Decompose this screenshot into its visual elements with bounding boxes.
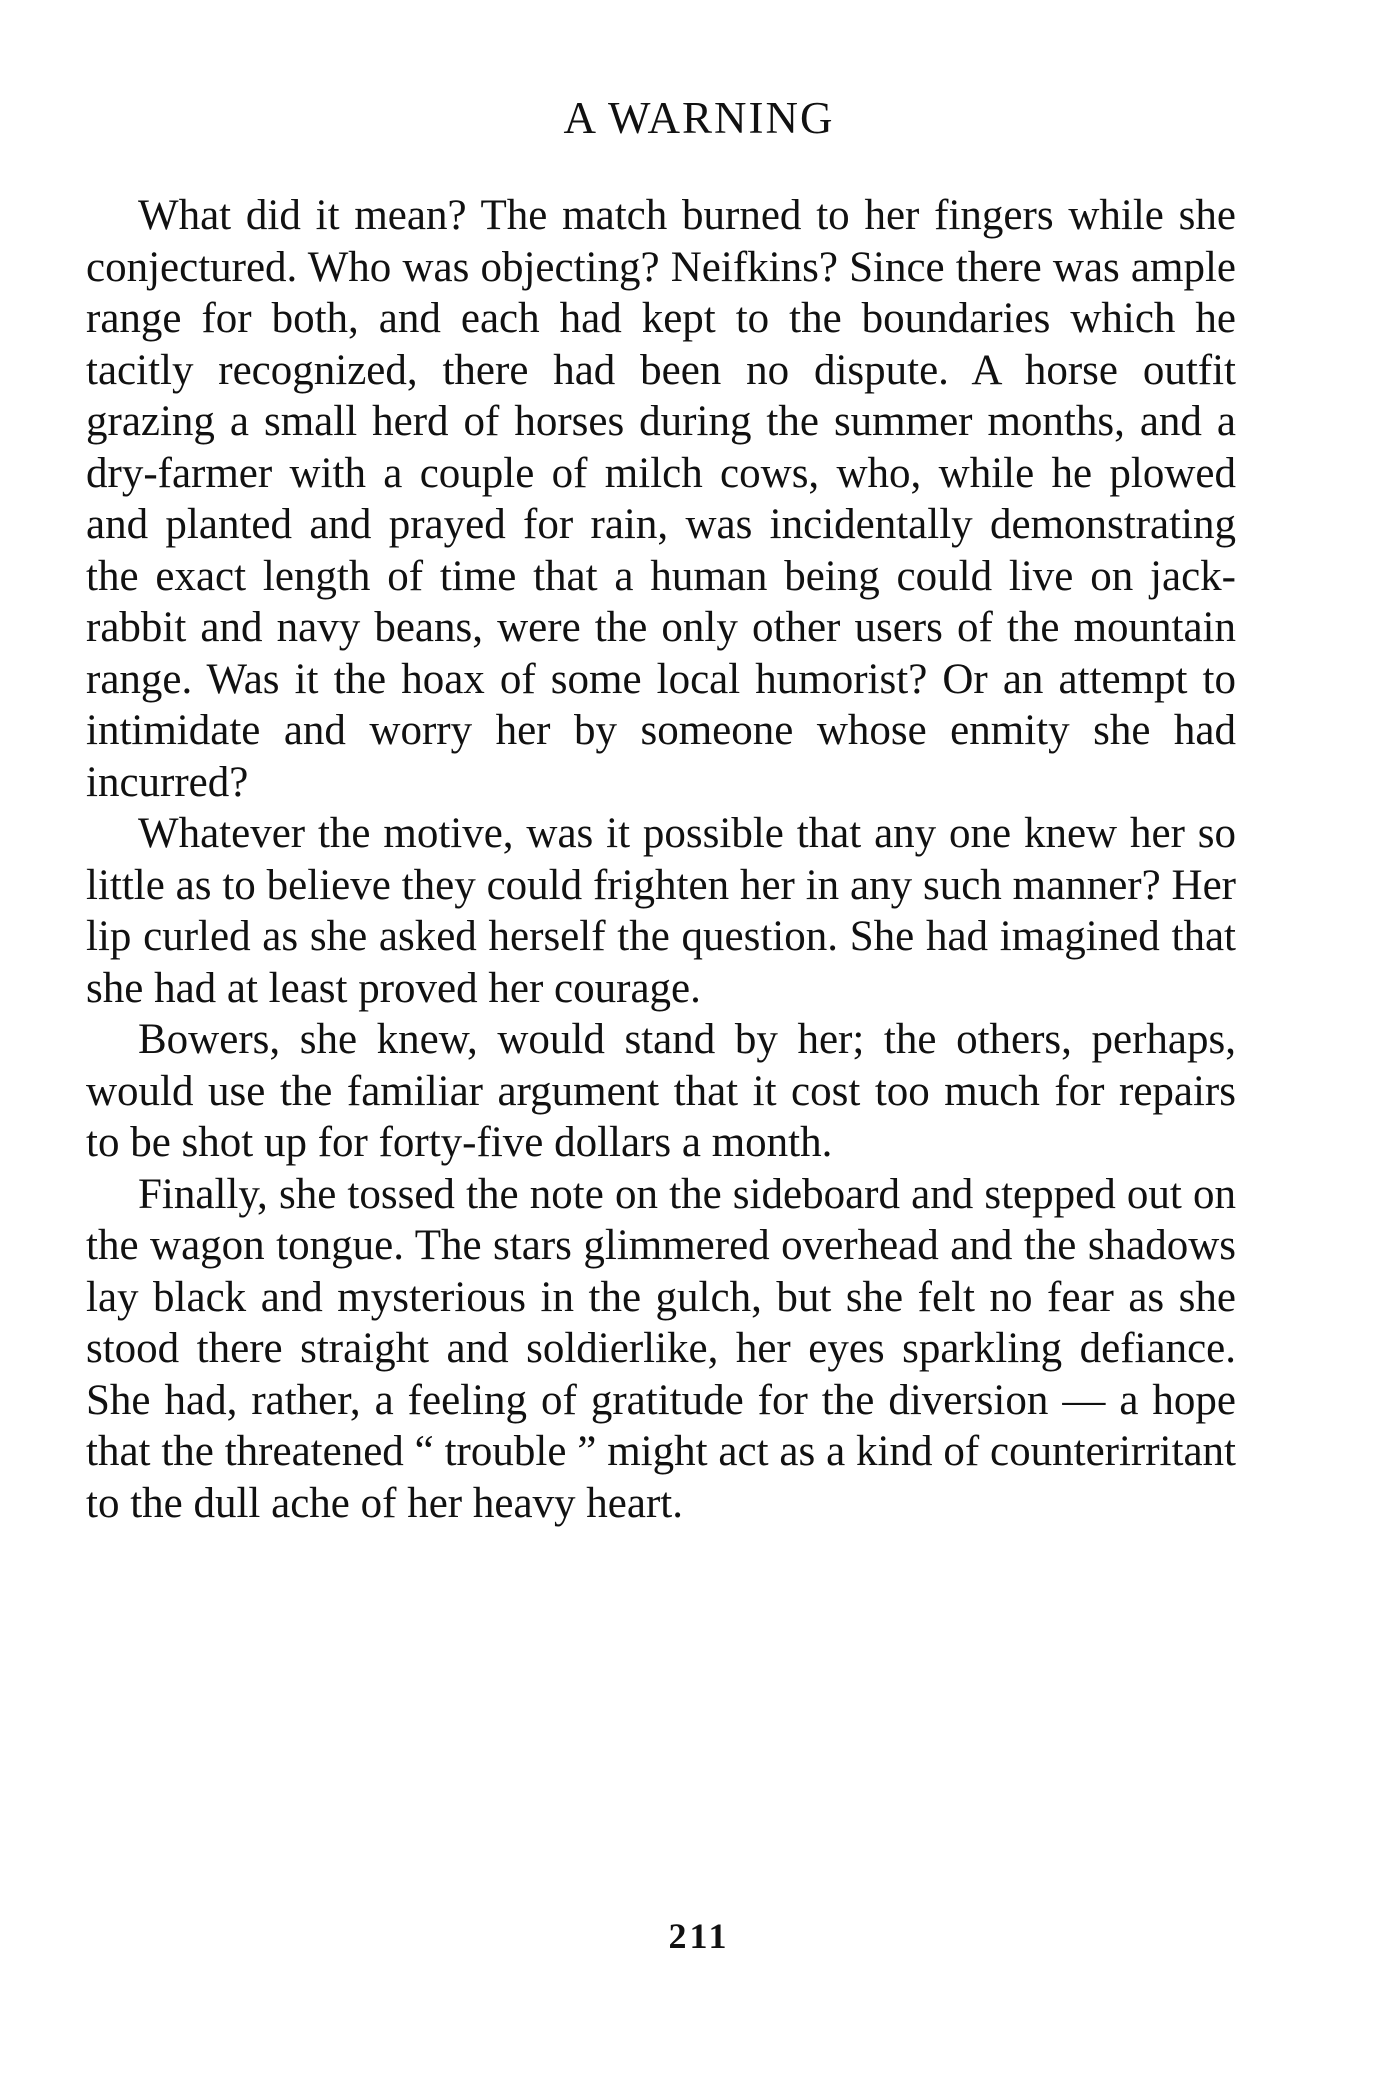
paragraph-3: Bowers, she knew, would stand by her; the others, perhaps, would use the familiar argument that it cost too much for repairs to be shot up for forty-five dollars a month. (86, 1016, 1236, 1166)
paragraph-2: Whatever the motive, was it possible that any one knew her so little as to believe they could frighten her in any such manner? Her lip curled as she asked herself the question. She had imagined that she had at least proved her courage. (86, 810, 1236, 1012)
page-number: 211 (668, 1916, 730, 1956)
paragraph-1: What did it mean? The match burned to her fingers while she conjectured. Who was objecting? Neifkins? Since there was ample range for both, and each had kept to the boundaries which he tacitly recognized, there had been no dispute. A horse outfit grazing a small herd of horses during the summer months, and a dry-farmer with a couple of milch cows, who, while he plowed and planted and prayed for rain, was incidentally demonstrating the exact length of time that a human being could live on jack-rabbit and navy beans, were the only other users of the mountain range. Was it the hoax of some local humorist? Or an attempt to intimidate and worry her by someone whose enmity she had incurred? (86, 192, 1236, 806)
page-header: A WARNING (563, 93, 835, 143)
body-text (86, 190, 1236, 1529)
paragraph-4: Finally, she tossed the note on the sideboard and stepped out on the wagon tongue. The stars glimmered overhead and the shadows lay black and mysterious in the gulch, but she felt no fear as she stood there straight and soldierlike, her eyes sparkling defiance. She had, rather, a feeling of gratitude for the diversion — a hope that the threatened “ trouble ” might act as a kind of counterirritant to the dull ache of her heavy heart. (86, 1170, 1236, 1527)
